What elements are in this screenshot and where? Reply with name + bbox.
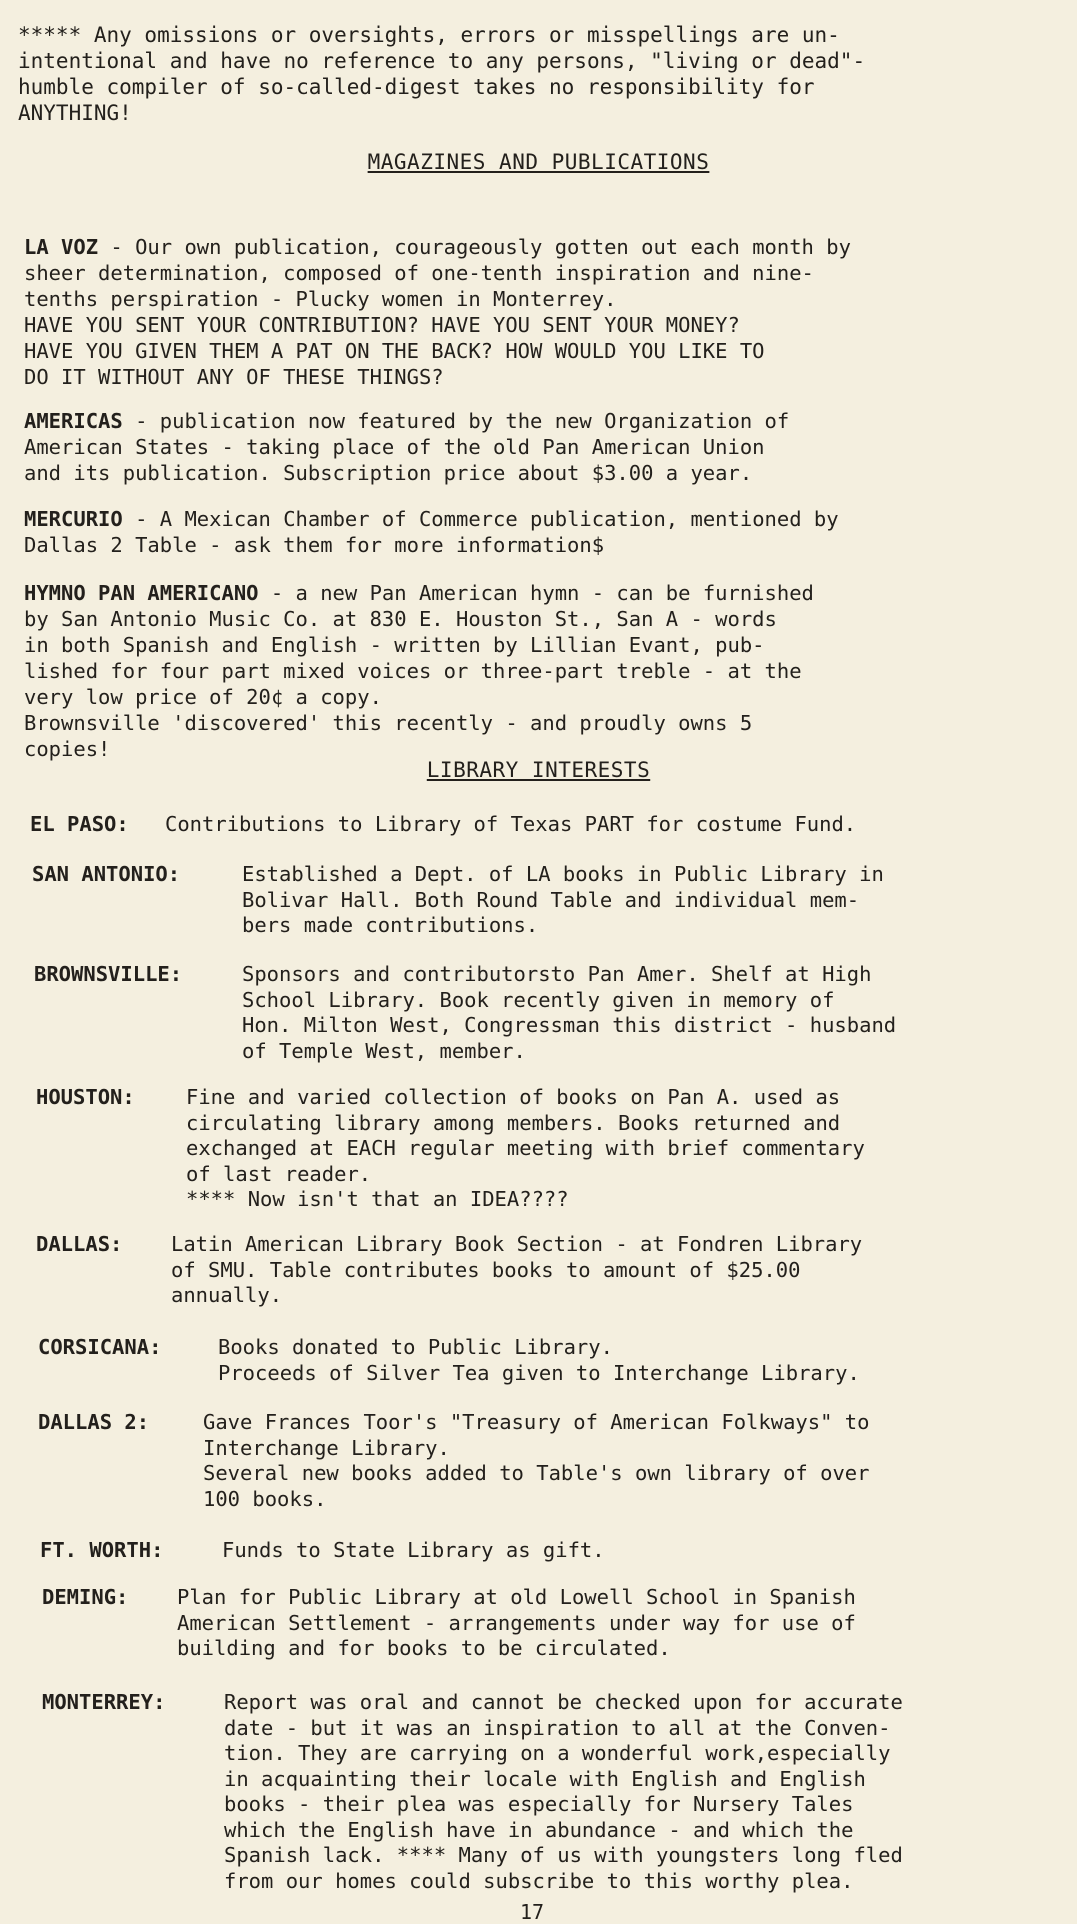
library-text: Report was oral and cannot be checked upon for accurate date - but it was an inspiration to all at the Conven- tion. They are carrying on a wonderful work,especially in acquainting their locale with English and English books - their plea was especially for Nursery Tales which the English have in abundance - and which the Spanish lack. **** Many of us with youngsters long fled from our homes could subscribe to this worthy plea. — [224, 1690, 903, 1893]
library-heading: LIBRARY INTERESTS — [426, 758, 651, 782]
library-label: BROWNSVILLE: — [34, 962, 183, 986]
library-label: DALLAS: — [36, 1232, 123, 1256]
publication-hymno — [24, 554, 1054, 762]
library-entry-deming — [42, 1585, 1077, 1665]
library-text: Sponsors and contributorsto Pan Amer. Shelf at High School Library. Book recently given in memory of Hon. Milton West, Congressman this district - husband of Temple West, member. — [242, 962, 897, 1063]
library-entry-corsicana — [38, 1335, 1077, 1390]
publication-name: AMERICAS — [24, 409, 123, 433]
publication-mercurio — [24, 480, 1054, 558]
library-text: Gave Frances Toor's "Treasury of American Folkways" to Interchange Library. Several new books added to Table's own library of over 100 books. — [203, 1410, 870, 1511]
library-label: SAN ANTONIO: — [32, 862, 181, 886]
library-text: Books donated to Public Library. Proceeds of Silver Tea given to Interchange Library. — [218, 1335, 860, 1385]
publication-name: MERCURIO — [24, 507, 123, 531]
library-entry-houston — [36, 1085, 1076, 1215]
library-entry-ft-worth — [40, 1538, 1077, 1568]
library-label: EL PASO: — [30, 812, 129, 836]
publication-name: HYMNO PAN AMERICANO — [24, 581, 259, 605]
library-entry-dallas-2 — [38, 1410, 1077, 1515]
library-text: Established a Dept. of LA books in Public Library in Bolivar Hall. Both Round Table and individual mem- bers made contributions. — [242, 862, 884, 937]
page-number: 17 — [520, 1900, 545, 1924]
library-label: DALLAS 2: — [38, 1410, 150, 1434]
publication-americas — [24, 382, 1054, 486]
library-label: FT. WORTH: — [40, 1538, 164, 1562]
magazines-heading: MAGAZINES AND PUBLICATIONS — [367, 150, 710, 174]
publication-la-voz — [24, 208, 1054, 390]
publication-text: - publication now featured by the new Organization of American States - taking place of the old Pan American Union and its publication. Subscription price about $3.00 a year. — [24, 409, 790, 485]
library-text: Plan for Public Library at old Lowell School in Spanish American Settlement - arrangements under way for use of building and for books to be circulated. — [177, 1585, 856, 1660]
library-label: CORSICANA: — [38, 1335, 162, 1359]
library-entry-dallas — [36, 1232, 1076, 1312]
publication-text: - A Mexican Chamber of Commerce publication, mentioned by Dallas 2 Table - ask them for more information$ — [24, 507, 839, 557]
publication-name: LA VOZ — [24, 235, 99, 259]
library-entry-brownsville — [34, 962, 1074, 1067]
library-text: Latin American Library Book Section - at Fondren Library of SMU. Table contributes books to amount of $25.00 annually. — [171, 1232, 863, 1307]
library-text: Contributions to Library of Texas PART for costume Fund. — [165, 812, 857, 836]
disclaimer-paragraph: ***** Any omissions or oversights, errors or misspellings are un- intentional and have no reference to any persons, "living or dead"- humble compiler of so-called-digest takes no responsibility for ANYTHING! — [18, 23, 866, 125]
library-label: DEMING: — [42, 1585, 129, 1609]
library-text: Funds to State Library as gift. — [222, 1538, 605, 1562]
library-entry-monterrey — [42, 1690, 1077, 1900]
library-text: Fine and varied collection of books on Pan A. used as circulating library among members. Books returned and exchanged at EACH regular meeting with brief commentary of last reader. **** Now isn't that an IDEA???? — [186, 1085, 865, 1211]
library-label: HOUSTON: — [36, 1085, 135, 1109]
library-label: MONTERREY: — [42, 1690, 166, 1714]
publication-text: - a new Pan American hymn - can be furnished by San Antonio Music Co. at 830 E. Houston St., San A - words in both Spanish and English - written by Lillian Evant, pub- lished for four part mixed voices or three-part treble - at the very low price of 20¢ a copy. Brownsville 'discovered' this recently - and proudly owns 5 copies! — [24, 581, 814, 761]
library-entry-el-paso — [30, 812, 1070, 842]
library-entry-san-antonio — [32, 862, 1072, 942]
publication-text: - Our own publication, courageously gotten out each month by sheer determination, composed of one-tenth inspiration and nine- tenths perspiration - Plucky women in Monterrey. HAVE YOU SENT YOUR CONTRIBUTION? HAVE YOU SENT YOUR MONEY? HAVE YOU GIVEN THEM A PAT ON THE BACK? HOW WOULD YOU LIKE TO DO IT WITHOUT ANY OF THESE THINGS? — [24, 235, 851, 389]
